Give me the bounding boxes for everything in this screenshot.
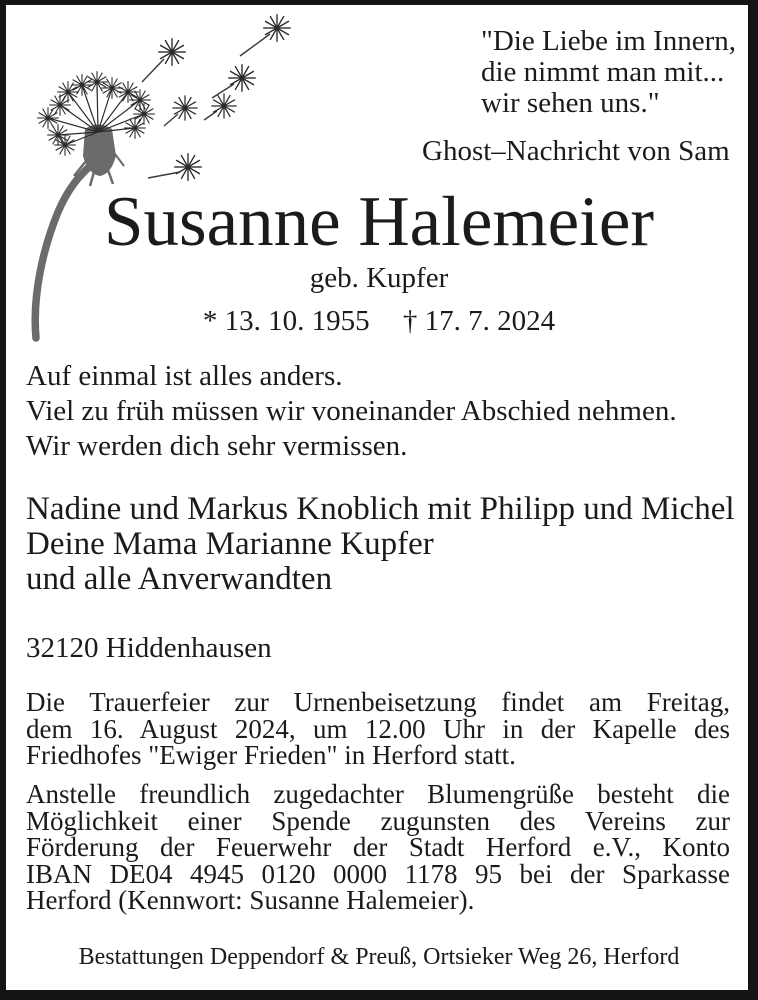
- dandelion-icon: [16, 6, 326, 351]
- mourner-line: Nadine und Markus Knoblich mit Philipp und Michel: [26, 491, 735, 527]
- farewell-line: Viel zu früh müssen wir voneinander Abschied nehmen.: [26, 395, 677, 427]
- maiden-name: geb. Kupfer: [309, 262, 449, 294]
- farewell-text: [26, 359, 677, 464]
- quote-line: wir sehen uns.": [481, 87, 660, 119]
- farewell-line: Wir werden dich sehr vermissen.: [26, 430, 408, 462]
- donation-line: Anstelle freundlich zugedachter Blumengrüße besteht die: [26, 779, 730, 809]
- funeral-line: Die Trauerfeier zur Urnenbeisetzung findet am Freitag,: [26, 687, 730, 717]
- donation-line: Herford (Kennwort: Susanne Halemeier).: [26, 885, 475, 915]
- funeral-line: Friedhofes "Ewiger Frieden" in Herford statt.: [26, 740, 516, 770]
- mourner-line: und alle Anverwandten: [26, 561, 333, 597]
- funeral-details: [26, 689, 730, 769]
- funeral-line: dem 16. August 2024, um 12.00 Uhr in der Kapelle des: [26, 713, 730, 744]
- farewell-line: Auf einmal ist alles anders.: [26, 360, 343, 392]
- quote-line: die nimmt man mit...: [481, 56, 725, 88]
- deceased-name: Susanne Halemeier: [103, 183, 655, 261]
- quote-attribution: Ghost–Nachricht von Sam: [422, 135, 730, 167]
- birth-date: * 13. 10. 1955: [202, 305, 370, 337]
- life-dates: [0, 306, 758, 337]
- death-date: † 17. 7. 2024: [402, 305, 556, 337]
- donation-line: IBAN DE04 4945 0120 0000 1178 95 bei der Sparkasse: [26, 858, 730, 889]
- funeral-home-line: Bestattungen Deppendorf & Preuß, Ortsieker Weg 26, Herford: [78, 944, 680, 970]
- donation-line: Förderung der Feuerwehr der Stadt Herford e.V., Konto: [26, 832, 730, 862]
- location: 32120 Hiddenhausen: [26, 632, 272, 664]
- quote-line: "Die Liebe im Innern,: [481, 25, 737, 57]
- donation-details: [26, 781, 730, 914]
- mourner-line: Deine Mama Marianne Kupfer: [26, 526, 434, 562]
- donation-line: Möglichkeit einer Spende zugunsten des Vereins zur: [26, 805, 730, 836]
- mourners-list: [26, 492, 735, 597]
- memorial-quote: [481, 26, 736, 119]
